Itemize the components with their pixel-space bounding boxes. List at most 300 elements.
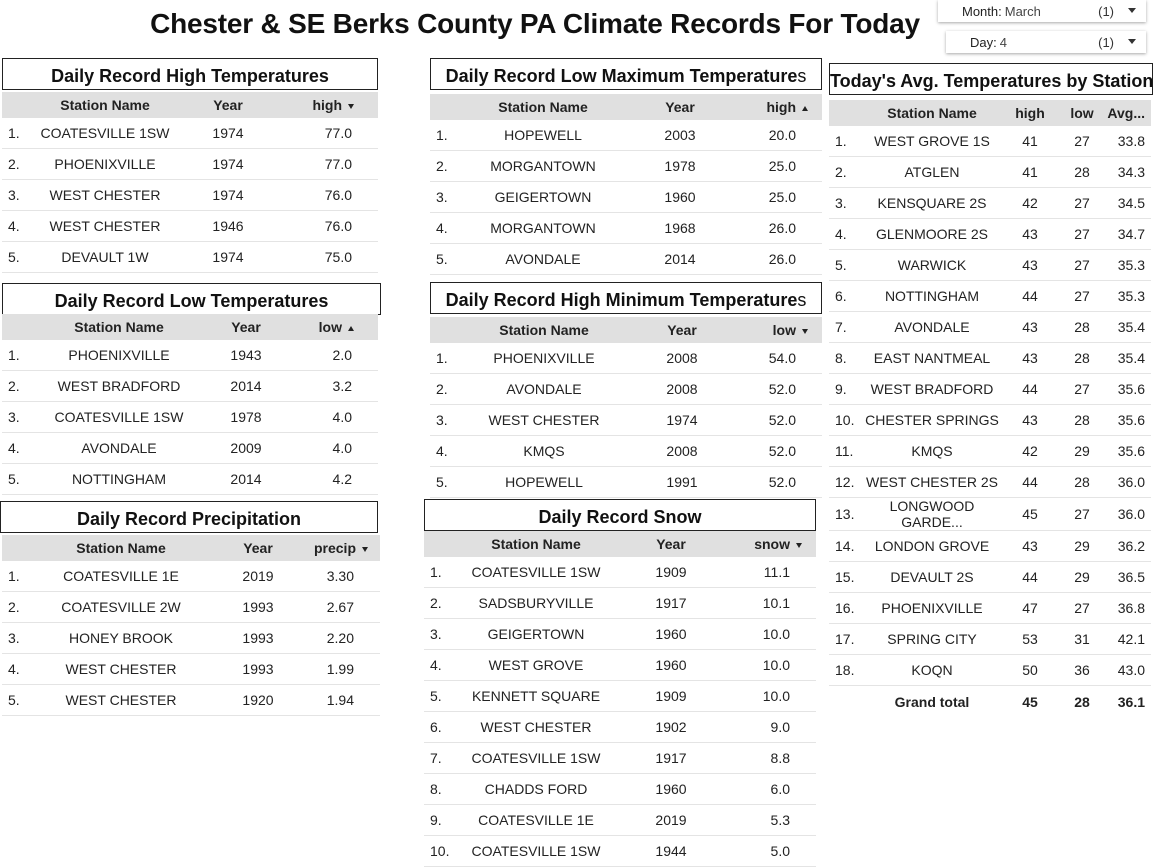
cell-idx: 3. <box>2 180 32 211</box>
cell-year: 1944 <box>618 836 724 867</box>
cell-idx: 3. <box>2 623 32 654</box>
cell-idx: 2. <box>424 588 454 619</box>
cell-name: LONDON GROVE <box>861 531 1003 562</box>
high-min-table <box>430 317 822 498</box>
chevron-down-icon[interactable] <box>1128 8 1136 13</box>
cell-avg: 36.2 <box>1107 531 1151 562</box>
cell-name: MORGANTOWN <box>460 151 626 182</box>
day-filter-value: 4 <box>999 34 1007 50</box>
cell-value: 10.1 <box>724 588 816 619</box>
precip-table <box>2 535 380 716</box>
cell-high: 43 <box>1003 343 1057 374</box>
month-filter-value: March <box>1004 3 1041 19</box>
cell-low: 27 <box>1057 593 1107 624</box>
table-row[interactable] <box>424 619 816 650</box>
cell-name: NOTTINGHAM <box>861 281 1003 312</box>
cell-value: 11.1 <box>724 557 816 588</box>
col-station-name[interactable]: Station Name <box>460 317 628 343</box>
cell-year: 1993 <box>210 623 306 654</box>
table-row[interactable] <box>430 436 822 467</box>
avg-temps-table <box>829 100 1151 718</box>
table-row[interactable] <box>2 371 378 402</box>
cell-name: NOTTINGHAM <box>32 464 206 495</box>
cell-value: 10.0 <box>724 619 816 650</box>
cell-year: 1909 <box>618 681 724 712</box>
low-max-title-main: Daily Record Low Maximum Temperature <box>445 66 798 86</box>
table-row[interactable] <box>2 561 380 592</box>
table-row[interactable] <box>430 120 822 151</box>
cell-value: 25.0 <box>734 151 822 182</box>
cell-high: 41 <box>1003 126 1057 157</box>
table-row[interactable] <box>829 343 1151 374</box>
col-precip-label: precip <box>313 540 356 556</box>
cell-idx: 4. <box>430 213 460 244</box>
cell-year: 1993 <box>210 592 306 623</box>
cell-low: 29 <box>1057 531 1107 562</box>
grand-total-low: 28 <box>1074 694 1090 710</box>
cell-year: 1991 <box>628 467 736 498</box>
cell-idx: 17. <box>829 624 861 655</box>
cell-avg: 35.6 <box>1107 436 1151 467</box>
col-low-label: low <box>772 322 796 338</box>
cell-name: AVONDALE <box>460 244 626 275</box>
table-row[interactable] <box>2 685 380 716</box>
table-row[interactable] <box>829 624 1151 655</box>
cell-value: 4.2 <box>286 464 378 495</box>
table-row[interactable] <box>2 623 380 654</box>
cell-idx: 10. <box>424 836 454 867</box>
cell-avg: 43.0 <box>1107 655 1151 686</box>
cell-name: CHADDS FORD <box>454 774 618 805</box>
cell-name: HOPEWELL <box>460 120 626 151</box>
cell-value: 52.0 <box>736 405 822 436</box>
cell-idx: 4. <box>2 211 32 242</box>
cell-name: AVONDALE <box>32 433 206 464</box>
table-row[interactable] <box>829 405 1151 436</box>
month-filter-count: (1) <box>1098 3 1114 19</box>
cell-high: 42 <box>1003 436 1057 467</box>
col-year[interactable]: Year <box>178 92 278 118</box>
cell-idx: 7. <box>829 312 861 343</box>
grand-total-avg: 36.1 <box>1117 694 1145 710</box>
cell-idx: 8. <box>829 343 861 374</box>
cell-idx: 5. <box>430 467 460 498</box>
cell-name: COATESVILLE 1E <box>32 561 210 592</box>
table-row[interactable] <box>424 712 816 743</box>
snow-title: Daily Record Snow <box>424 499 816 531</box>
cell-name: ATGLEN <box>861 157 1003 188</box>
chevron-down-icon[interactable] <box>1128 39 1136 44</box>
cell-name: LONGWOOD GARDE... <box>861 498 1003 531</box>
high-temps-table <box>2 92 378 273</box>
col-year[interactable]: Year <box>210 535 306 561</box>
table-row[interactable] <box>430 213 822 244</box>
cell-low: 27 <box>1057 498 1107 531</box>
cell-avg: 34.3 <box>1107 157 1151 188</box>
cell-low: 28 <box>1057 467 1107 498</box>
cell-year: 2008 <box>628 343 736 374</box>
high-min-title <box>430 282 822 314</box>
cell-idx: 6. <box>424 712 454 743</box>
cell-idx: 5. <box>829 250 861 281</box>
cell-avg: 35.6 <box>1107 405 1151 436</box>
cell-year: 2019 <box>210 561 306 592</box>
cell-name: COATESVILLE 1SW <box>454 743 618 774</box>
cell-value: 5.0 <box>724 836 816 867</box>
table-row[interactable] <box>2 211 378 242</box>
cell-value: 3.2 <box>286 371 378 402</box>
table-row[interactable] <box>430 374 822 405</box>
col-high-label: high <box>312 97 342 113</box>
cell-idx: 2. <box>430 151 460 182</box>
cell-year: 2014 <box>626 244 734 275</box>
cell-high: 43 <box>1003 250 1057 281</box>
cell-avg: 35.3 <box>1107 250 1151 281</box>
table-row[interactable] <box>829 498 1151 531</box>
cell-name: COATESVILLE 2W <box>32 592 210 623</box>
sort-desc-icon <box>362 547 368 552</box>
cell-year: 2014 <box>206 371 286 402</box>
cell-year: 1974 <box>178 242 278 273</box>
cell-name: GLENMOORE 2S <box>861 219 1003 250</box>
month-filter[interactable] <box>938 0 1146 22</box>
col-low[interactable]: low <box>1057 100 1107 126</box>
table-row[interactable] <box>2 464 378 495</box>
cell-year: 2008 <box>628 436 736 467</box>
cell-year: 2008 <box>628 374 736 405</box>
cell-value: 4.0 <box>286 433 378 464</box>
cell-value: 5.3 <box>724 805 816 836</box>
cell-value: 2.0 <box>286 340 378 371</box>
cell-high: 43 <box>1003 531 1057 562</box>
cell-value: 2.20 <box>306 623 380 654</box>
low-temps-title: Daily Record Low Temperatures <box>2 283 381 315</box>
table-row[interactable] <box>829 562 1151 593</box>
sort-desc-icon <box>796 543 802 548</box>
cell-name: WEST GROVE <box>454 650 618 681</box>
cell-idx: 12. <box>829 467 861 498</box>
cell-name: MORGANTOWN <box>460 213 626 244</box>
col-station-name[interactable]: Station Name <box>454 531 618 557</box>
cell-idx: 1. <box>430 120 460 151</box>
table-row[interactable] <box>424 774 816 805</box>
cell-idx: 10. <box>829 405 861 436</box>
cell-value: 52.0 <box>736 467 822 498</box>
cell-value: 3.30 <box>306 561 380 592</box>
table-row[interactable] <box>829 126 1151 157</box>
cell-idx: 3. <box>430 405 460 436</box>
cell-idx: 1. <box>2 561 32 592</box>
sort-asc-icon <box>802 106 808 111</box>
col-precip[interactable] <box>306 535 380 561</box>
cell-idx: 6. <box>829 281 861 312</box>
table-row[interactable] <box>2 149 378 180</box>
table-row[interactable] <box>2 340 378 371</box>
cell-high: 44 <box>1003 374 1057 405</box>
cell-year: 1960 <box>618 619 724 650</box>
cell-name: KENNETT SQUARE <box>454 681 618 712</box>
cell-low: 29 <box>1057 562 1107 593</box>
col-station-name[interactable]: Station Name <box>32 535 210 561</box>
cell-low: 28 <box>1057 405 1107 436</box>
cell-value: 54.0 <box>736 343 822 374</box>
table-row[interactable] <box>829 374 1151 405</box>
table-row[interactable] <box>829 281 1151 312</box>
col-avg[interactable]: Avg... <box>1107 100 1151 126</box>
cell-low: 27 <box>1057 219 1107 250</box>
snow-table <box>424 531 816 867</box>
cell-name: EAST NANTMEAL <box>861 343 1003 374</box>
cell-idx: 3. <box>424 619 454 650</box>
table-row[interactable] <box>424 743 816 774</box>
cell-value: 8.8 <box>724 743 816 774</box>
high-min-title-tail: s <box>797 290 807 310</box>
cell-name: COATESVILLE 1SW <box>454 557 618 588</box>
cell-low: 29 <box>1057 436 1107 467</box>
cell-name: WEST CHESTER 2S <box>861 467 1003 498</box>
month-filter-label: Month: <box>962 3 1002 19</box>
cell-value: 75.0 <box>278 242 378 273</box>
cell-avg: 36.0 <box>1107 498 1151 531</box>
cell-name: COATESVILLE 1SW <box>454 836 618 867</box>
cell-name: DEVAULT 1W <box>32 242 178 273</box>
table-row[interactable] <box>430 182 822 213</box>
cell-avg: 34.5 <box>1107 188 1151 219</box>
table-row[interactable] <box>2 180 378 211</box>
cell-name: PHOENIXVILLE <box>32 340 206 371</box>
cell-year: 2003 <box>626 120 734 151</box>
table-row[interactable] <box>2 242 378 273</box>
cell-idx: 5. <box>2 464 32 495</box>
table-row[interactable] <box>829 531 1151 562</box>
cell-year: 1960 <box>626 182 734 213</box>
cell-idx: 9. <box>829 374 861 405</box>
cell-name: GEIGERTOWN <box>460 182 626 213</box>
cell-name: WEST CHESTER <box>460 405 628 436</box>
cell-name: COATESVILLE 1SW <box>32 402 206 433</box>
cell-value: 10.0 <box>724 650 816 681</box>
cell-name: PHOENIXVILLE <box>32 149 178 180</box>
cell-avg: 35.6 <box>1107 374 1151 405</box>
grand-total-row <box>829 686 1151 719</box>
cell-name: GEIGERTOWN <box>454 619 618 650</box>
cell-value: 52.0 <box>736 436 822 467</box>
table-row[interactable] <box>829 312 1151 343</box>
table-row[interactable] <box>2 118 378 149</box>
col-year[interactable]: Year <box>618 531 724 557</box>
cell-idx: 2. <box>2 371 32 402</box>
cell-high: 43 <box>1003 405 1057 436</box>
col-snow[interactable] <box>724 531 816 557</box>
cell-name: DEVAULT 2S <box>861 562 1003 593</box>
table-row[interactable] <box>829 593 1151 624</box>
cell-name: KENSQUARE 2S <box>861 188 1003 219</box>
cell-year: 1974 <box>178 180 278 211</box>
col-station-name[interactable]: Station Name <box>460 94 626 120</box>
cell-avg: 33.8 <box>1107 126 1151 157</box>
table-row[interactable] <box>430 467 822 498</box>
table-row[interactable] <box>424 588 816 619</box>
cell-value: 6.0 <box>724 774 816 805</box>
day-filter-count: (1) <box>1098 34 1114 50</box>
high-temps-title: Daily Record High Temperatures <box>2 58 378 90</box>
grand-total-high: 45 <box>1022 694 1038 710</box>
low-temps-table <box>2 314 378 495</box>
table-row[interactable] <box>829 467 1151 498</box>
cell-idx: 4. <box>430 436 460 467</box>
cell-value: 76.0 <box>278 211 378 242</box>
cell-year: 1943 <box>206 340 286 371</box>
cell-idx: 15. <box>829 562 861 593</box>
cell-idx: 16. <box>829 593 861 624</box>
table-row[interactable] <box>829 157 1151 188</box>
col-low-label: low <box>318 319 342 335</box>
cell-avg: 35.4 <box>1107 312 1151 343</box>
cell-year: 1978 <box>206 402 286 433</box>
cell-year: 1974 <box>628 405 736 436</box>
cell-name: KOQN <box>861 655 1003 686</box>
table-row[interactable] <box>2 402 378 433</box>
cell-idx: 11. <box>829 436 861 467</box>
cell-name: WEST BRADFORD <box>32 371 206 402</box>
col-high[interactable] <box>278 92 378 118</box>
table-row[interactable] <box>424 557 816 588</box>
cell-idx: 4. <box>2 433 32 464</box>
col-station-name[interactable]: Station Name <box>861 100 1003 126</box>
cell-high: 41 <box>1003 157 1057 188</box>
col-station-name[interactable]: Station Name <box>32 314 206 340</box>
col-low[interactable] <box>286 314 378 340</box>
cell-avg: 36.5 <box>1107 562 1151 593</box>
cell-value: 10.0 <box>724 681 816 712</box>
cell-idx: 1. <box>424 557 454 588</box>
cell-value: 2.67 <box>306 592 380 623</box>
cell-high: 50 <box>1003 655 1057 686</box>
cell-year: 2009 <box>206 433 286 464</box>
cell-avg: 35.4 <box>1107 343 1151 374</box>
table-row[interactable] <box>430 151 822 182</box>
cell-value: 26.0 <box>734 213 822 244</box>
cell-name: AVONDALE <box>861 312 1003 343</box>
cell-year: 1920 <box>210 685 306 716</box>
table-row[interactable] <box>2 592 380 623</box>
cell-high: 43 <box>1003 219 1057 250</box>
cell-idx: 3. <box>829 188 861 219</box>
cell-year: 1960 <box>618 774 724 805</box>
table-row[interactable] <box>829 436 1151 467</box>
cell-name: WEST CHESTER <box>32 654 210 685</box>
table-row[interactable] <box>430 244 822 275</box>
cell-year: 1978 <box>626 151 734 182</box>
col-high[interactable] <box>734 94 822 120</box>
high-min-title-main: Daily Record High Minimum Temperature <box>445 290 798 310</box>
table-row[interactable] <box>424 805 816 836</box>
table-row[interactable] <box>430 343 822 374</box>
cell-value: 77.0 <box>278 149 378 180</box>
table-row[interactable] <box>424 836 816 867</box>
cell-value: 26.0 <box>734 244 822 275</box>
cell-year: 2014 <box>206 464 286 495</box>
table-row[interactable] <box>829 250 1151 281</box>
cell-low: 27 <box>1057 374 1107 405</box>
grand-total-label: Grand total <box>894 694 970 710</box>
precip-title: Daily Record Precipitation <box>0 501 378 533</box>
cell-name: WEST CHESTER <box>32 211 178 242</box>
cell-name: COATESVILLE 1SW <box>32 118 178 149</box>
cell-idx: 13. <box>829 498 861 531</box>
cell-high: 45 <box>1003 498 1057 531</box>
col-year[interactable]: Year <box>206 314 286 340</box>
table-row[interactable] <box>829 188 1151 219</box>
cell-name: SADSBURYVILLE <box>454 588 618 619</box>
cell-low: 27 <box>1057 188 1107 219</box>
cell-low: 36 <box>1057 655 1107 686</box>
cell-avg: 35.3 <box>1107 281 1151 312</box>
cell-name: KMQS <box>861 436 1003 467</box>
cell-name: WEST BRADFORD <box>861 374 1003 405</box>
cell-name: CHESTER SPRINGS <box>861 405 1003 436</box>
low-max-title <box>430 58 822 90</box>
cell-idx: 3. <box>430 182 460 213</box>
cell-idx: 1. <box>2 118 32 149</box>
col-year[interactable]: Year <box>626 94 734 120</box>
col-snow-label: snow <box>754 536 790 552</box>
cell-value: 1.94 <box>306 685 380 716</box>
day-filter[interactable] <box>946 31 1146 53</box>
cell-value: 77.0 <box>278 118 378 149</box>
cell-high: 53 <box>1003 624 1057 655</box>
cell-name: AVONDALE <box>460 374 628 405</box>
cell-idx: 7. <box>424 743 454 774</box>
cell-name: WEST CHESTER <box>32 685 210 716</box>
sort-asc-icon <box>348 326 354 331</box>
cell-low: 27 <box>1057 281 1107 312</box>
cell-value: 20.0 <box>734 120 822 151</box>
sort-desc-icon <box>802 329 808 334</box>
table-row[interactable] <box>829 655 1151 686</box>
col-station-name[interactable]: Station Name <box>32 92 178 118</box>
cell-low: 27 <box>1057 250 1107 281</box>
day-filter-label: Day: <box>970 34 997 50</box>
cell-name: KMQS <box>460 436 628 467</box>
col-high[interactable]: high <box>1003 100 1057 126</box>
cell-high: 42 <box>1003 188 1057 219</box>
table-row[interactable] <box>2 433 378 464</box>
cell-high: 44 <box>1003 281 1057 312</box>
cell-low: 27 <box>1057 126 1107 157</box>
cell-idx: 5. <box>424 681 454 712</box>
table-row[interactable] <box>2 654 380 685</box>
cell-high: 44 <box>1003 562 1057 593</box>
cell-name: PHOENIXVILLE <box>861 593 1003 624</box>
table-row[interactable] <box>430 405 822 436</box>
cell-idx: 1. <box>430 343 460 374</box>
cell-name: SPRING CITY <box>861 624 1003 655</box>
cell-value: 25.0 <box>734 182 822 213</box>
cell-idx: 14. <box>829 531 861 562</box>
table-row[interactable] <box>424 650 816 681</box>
col-low[interactable] <box>736 317 822 343</box>
cell-low: 28 <box>1057 157 1107 188</box>
cell-year: 2019 <box>618 805 724 836</box>
cell-year: 1968 <box>626 213 734 244</box>
cell-avg: 42.1 <box>1107 624 1151 655</box>
table-row[interactable] <box>424 681 816 712</box>
cell-idx: 3. <box>2 402 32 433</box>
table-row[interactable] <box>829 219 1151 250</box>
col-year[interactable]: Year <box>628 317 736 343</box>
cell-year: 1917 <box>618 588 724 619</box>
